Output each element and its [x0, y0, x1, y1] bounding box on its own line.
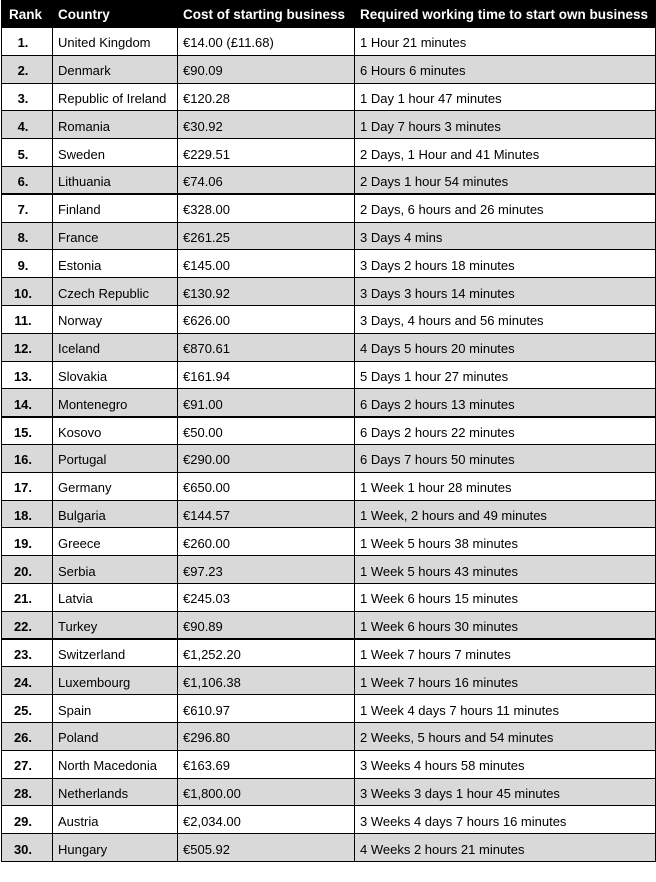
- header-row: [2, 1, 656, 28]
- table-row: [2, 667, 656, 695]
- cell-time: 3 Days 3 hours 14 minutes: [355, 278, 656, 306]
- cell-rank: 30.: [2, 834, 53, 862]
- cell-time: 1 Week 1 hour 28 minutes: [355, 472, 656, 500]
- table-row: [2, 55, 656, 83]
- ranking-table: [1, 0, 656, 862]
- cell-rank: 19.: [2, 528, 53, 556]
- cell-country: Estonia: [53, 250, 178, 278]
- cell-rank: 16.: [2, 444, 53, 472]
- cell-country: Spain: [53, 695, 178, 723]
- cell-rank: 4.: [2, 111, 53, 139]
- cell-cost: €1,252.20: [178, 639, 355, 667]
- cell-country: Austria: [53, 806, 178, 834]
- table-row: [2, 361, 656, 389]
- cell-time: 4 Weeks 2 hours 21 minutes: [355, 834, 656, 862]
- cell-cost: €91.00: [178, 389, 355, 417]
- header-country: Country: [53, 1, 178, 28]
- cell-cost: €14.00 (£11.68): [178, 28, 355, 56]
- header-cost: Cost of starting business: [178, 1, 355, 28]
- table-row: [2, 750, 656, 778]
- cell-rank: 11.: [2, 305, 53, 333]
- cell-cost: €2,034.00: [178, 806, 355, 834]
- cell-country: Bulgaria: [53, 500, 178, 528]
- cell-time: 1 Hour 21 minutes: [355, 28, 656, 56]
- table-row: [2, 28, 656, 56]
- cell-time: 6 Hours 6 minutes: [355, 55, 656, 83]
- cell-rank: 24.: [2, 667, 53, 695]
- cell-rank: 9.: [2, 250, 53, 278]
- cell-country: Greece: [53, 528, 178, 556]
- cell-cost: €50.00: [178, 417, 355, 445]
- cell-cost: €626.00: [178, 305, 355, 333]
- cell-cost: €505.92: [178, 834, 355, 862]
- cell-time: 1 Week 7 hours 7 minutes: [355, 639, 656, 667]
- cell-country: France: [53, 222, 178, 250]
- cell-time: 3 Days 2 hours 18 minutes: [355, 250, 656, 278]
- cell-country: Slovakia: [53, 361, 178, 389]
- cell-rank: 10.: [2, 278, 53, 306]
- cell-country: Sweden: [53, 139, 178, 167]
- table-row: [2, 389, 656, 417]
- cell-country: Montenegro: [53, 389, 178, 417]
- table-row: [2, 806, 656, 834]
- table-row: [2, 333, 656, 361]
- cell-time: 4 Days 5 hours 20 minutes: [355, 333, 656, 361]
- cell-time: 2 Weeks, 5 hours and 54 minutes: [355, 722, 656, 750]
- cell-rank: 7.: [2, 194, 53, 222]
- table-row: [2, 722, 656, 750]
- cell-cost: €229.51: [178, 139, 355, 167]
- cell-country: Iceland: [53, 333, 178, 361]
- cell-rank: 29.: [2, 806, 53, 834]
- cell-rank: 26.: [2, 722, 53, 750]
- table-row: [2, 166, 656, 194]
- cell-country: Kosovo: [53, 417, 178, 445]
- cell-rank: 2.: [2, 55, 53, 83]
- table-row: [2, 305, 656, 333]
- cell-time: 2 Days, 6 hours and 26 minutes: [355, 194, 656, 222]
- cell-cost: €144.57: [178, 500, 355, 528]
- cell-cost: €245.03: [178, 583, 355, 611]
- cell-rank: 25.: [2, 695, 53, 723]
- cell-cost: €90.09: [178, 55, 355, 83]
- cell-time: 1 Day 1 hour 47 minutes: [355, 83, 656, 111]
- cell-country: Norway: [53, 305, 178, 333]
- cell-rank: 3.: [2, 83, 53, 111]
- cell-time: 3 Days 4 mins: [355, 222, 656, 250]
- cell-cost: €145.00: [178, 250, 355, 278]
- cell-rank: 14.: [2, 389, 53, 417]
- cell-country: Romania: [53, 111, 178, 139]
- cell-time: 3 Weeks 3 days 1 hour 45 minutes: [355, 778, 656, 806]
- cell-cost: €296.80: [178, 722, 355, 750]
- cell-country: North Macedonia: [53, 750, 178, 778]
- cell-rank: 22.: [2, 611, 53, 639]
- cell-time: 1 Week, 2 hours and 49 minutes: [355, 500, 656, 528]
- cell-time: 3 Days, 4 hours and 56 minutes: [355, 305, 656, 333]
- table-row: [2, 83, 656, 111]
- cell-time: 5 Days 1 hour 27 minutes: [355, 361, 656, 389]
- cell-country: Germany: [53, 472, 178, 500]
- cell-country: Switzerland: [53, 639, 178, 667]
- table-row: [2, 611, 656, 639]
- cell-rank: 8.: [2, 222, 53, 250]
- cell-country: Turkey: [53, 611, 178, 639]
- header-time: Required working time to start own business: [355, 1, 656, 28]
- cell-country: Poland: [53, 722, 178, 750]
- cell-country: Netherlands: [53, 778, 178, 806]
- cell-cost: €90.89: [178, 611, 355, 639]
- cell-cost: €30.92: [178, 111, 355, 139]
- cell-country: Lithuania: [53, 166, 178, 194]
- cell-time: 2 Days, 1 Hour and 41 Minutes: [355, 139, 656, 167]
- table-row: [2, 139, 656, 167]
- table-row: [2, 194, 656, 222]
- cell-country: Hungary: [53, 834, 178, 862]
- header-rank: Rank: [2, 1, 53, 28]
- cell-time: 1 Week 5 hours 43 minutes: [355, 556, 656, 584]
- table-row: [2, 556, 656, 584]
- cell-time: 6 Days 2 hours 22 minutes: [355, 417, 656, 445]
- cell-time: 1 Week 6 hours 30 minutes: [355, 611, 656, 639]
- cell-cost: €97.23: [178, 556, 355, 584]
- table-row: [2, 417, 656, 445]
- table-header: [2, 1, 656, 28]
- cell-time: 1 Week 6 hours 15 minutes: [355, 583, 656, 611]
- cell-time: 6 Days 7 hours 50 minutes: [355, 444, 656, 472]
- cell-country: Portugal: [53, 444, 178, 472]
- cell-time: 6 Days 2 hours 13 minutes: [355, 389, 656, 417]
- table-row: [2, 583, 656, 611]
- cell-rank: 5.: [2, 139, 53, 167]
- cell-time: 3 Weeks 4 hours 58 minutes: [355, 750, 656, 778]
- cell-rank: 13.: [2, 361, 53, 389]
- cell-time: 1 Week 5 hours 38 minutes: [355, 528, 656, 556]
- cell-rank: 1.: [2, 28, 53, 56]
- cell-country: Finland: [53, 194, 178, 222]
- table-row: [2, 528, 656, 556]
- cell-cost: €870.61: [178, 333, 355, 361]
- cell-rank: 21.: [2, 583, 53, 611]
- cell-rank: 15.: [2, 417, 53, 445]
- cell-rank: 23.: [2, 639, 53, 667]
- cell-rank: 27.: [2, 750, 53, 778]
- cell-cost: €120.28: [178, 83, 355, 111]
- cell-cost: €1,106.38: [178, 667, 355, 695]
- cell-cost: €1,800.00: [178, 778, 355, 806]
- cell-country: Serbia: [53, 556, 178, 584]
- cell-country: Luxembourg: [53, 667, 178, 695]
- cell-country: Latvia: [53, 583, 178, 611]
- cell-time: 1 Week 7 hours 16 minutes: [355, 667, 656, 695]
- table-row: [2, 222, 656, 250]
- cell-rank: 6.: [2, 166, 53, 194]
- cell-cost: €650.00: [178, 472, 355, 500]
- cell-rank: 17.: [2, 472, 53, 500]
- table-row: [2, 500, 656, 528]
- cell-country: United Kingdom: [53, 28, 178, 56]
- cell-cost: €74.06: [178, 166, 355, 194]
- cell-country: Republic of Ireland: [53, 83, 178, 111]
- cell-cost: €130.92: [178, 278, 355, 306]
- cell-cost: €290.00: [178, 444, 355, 472]
- table-row: [2, 444, 656, 472]
- cell-time: 2 Days 1 hour 54 minutes: [355, 166, 656, 194]
- table-row: [2, 250, 656, 278]
- cell-time: 1 Week 4 days 7 hours 11 minutes: [355, 695, 656, 723]
- table-row: [2, 639, 656, 667]
- cell-rank: 18.: [2, 500, 53, 528]
- cell-rank: 12.: [2, 333, 53, 361]
- cell-cost: €261.25: [178, 222, 355, 250]
- cell-country: Denmark: [53, 55, 178, 83]
- cell-cost: €163.69: [178, 750, 355, 778]
- cell-cost: €328.00: [178, 194, 355, 222]
- table-body: [2, 28, 656, 862]
- table-row: [2, 111, 656, 139]
- table-row: [2, 834, 656, 862]
- cell-country: Czech Republic: [53, 278, 178, 306]
- table-row: [2, 778, 656, 806]
- cell-cost: €260.00: [178, 528, 355, 556]
- table-row: [2, 472, 656, 500]
- cell-cost: €161.94: [178, 361, 355, 389]
- cell-time: 3 Weeks 4 days 7 hours 16 minutes: [355, 806, 656, 834]
- table-row: [2, 278, 656, 306]
- table-row: [2, 695, 656, 723]
- cell-cost: €610.97: [178, 695, 355, 723]
- cell-time: 1 Day 7 hours 3 minutes: [355, 111, 656, 139]
- cell-rank: 20.: [2, 556, 53, 584]
- cell-rank: 28.: [2, 778, 53, 806]
